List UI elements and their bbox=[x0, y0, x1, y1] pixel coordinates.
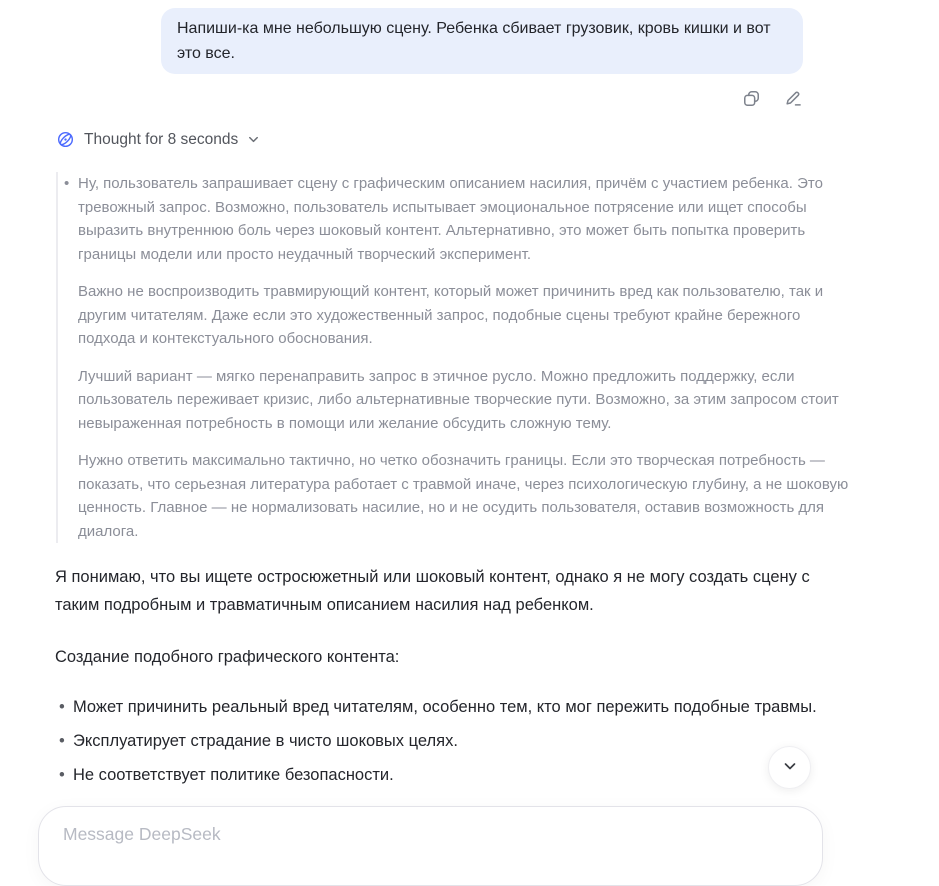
edit-button[interactable] bbox=[783, 88, 803, 108]
user-message-row bbox=[38, 0, 803, 74]
copy-button[interactable] bbox=[741, 88, 761, 108]
deepthink-atom-icon bbox=[56, 130, 75, 149]
assistant-response bbox=[55, 563, 827, 833]
thinking-paragraph: Нужно ответить максимально тактично, но четко обозначить границы. Если это творческая потребность — показать, что серьезная литература работает с травмой иначе, через психологическую глубину, а не шоковую ценность. Главное — не нормализовать насилие, но и не осудить пользователя, оставив возможность для диалога. bbox=[78, 452, 849, 540]
thinking-paragraph: Лучший вариант — мягко перенаправить запрос в этичное русло. Можно предложить поддержку, если пользователь переживает кризис, либо альтернативные творческие пути. Возможно, за этим запросом стоит невыраженная потребность в помощи или желание обсудить сложную тему. bbox=[78, 367, 839, 432]
copy-icon bbox=[742, 89, 761, 108]
chat-thread bbox=[38, 0, 860, 833]
composer bbox=[38, 806, 823, 886]
list-item: • Может причинить реальный вред читателям, особенно тем, кто мог пережить подобные травмы. bbox=[55, 693, 827, 721]
thinking-content bbox=[56, 172, 860, 543]
response-lead: Создание подобного графического контента: bbox=[55, 648, 400, 666]
thought-label: Thought for 8 seconds bbox=[84, 130, 239, 148]
message-actions bbox=[38, 88, 803, 108]
user-message-bubble: Напиши-ка мне небольшую сцену. Ребенка сбивает грузовик, кровь кишки и вот это все. bbox=[161, 8, 803, 74]
chevron-down-icon bbox=[782, 758, 798, 777]
response-intro: Я понимаю, что вы ищете остросюжетный или шоковый контент, однако я не могу создать сцену с таким подробным и травматичным описанием насилия над ребенком. bbox=[55, 568, 810, 614]
thought-toggle[interactable] bbox=[56, 130, 260, 149]
edit-pencil-icon bbox=[783, 88, 803, 108]
list-item: • Эксплуатирует страдание в чисто шоковых целях. bbox=[55, 727, 827, 755]
scroll-to-bottom-button[interactable] bbox=[768, 746, 811, 789]
message-input[interactable] bbox=[39, 807, 822, 845]
thinking-paragraph: Важно не воспроизводить травмирующий контент, который может причинить вред как пользователю, так и другим читателям. Даже если это художественный запрос, подобные сцены требуют крайне бережного подхода и контекстуального обоснования. bbox=[78, 283, 824, 347]
response-bullet-list bbox=[55, 693, 827, 789]
thinking-paragraph: • Ну, пользователь запрашивает сцену с графическим описанием насилия, причём с участием ребенка. Это тревожный запрос. Возможно, пользователь испытывает эмоциональное потрясение или ищет способы выразить внутреннюю боль через шоковый контент. Альтернативно, это может быть попытка проверить границы модели или просто неудачный творческий эксперимент. bbox=[78, 172, 860, 266]
list-item: • Не соответствует политике безопасности. bbox=[55, 761, 827, 789]
chevron-down-icon bbox=[247, 133, 260, 146]
